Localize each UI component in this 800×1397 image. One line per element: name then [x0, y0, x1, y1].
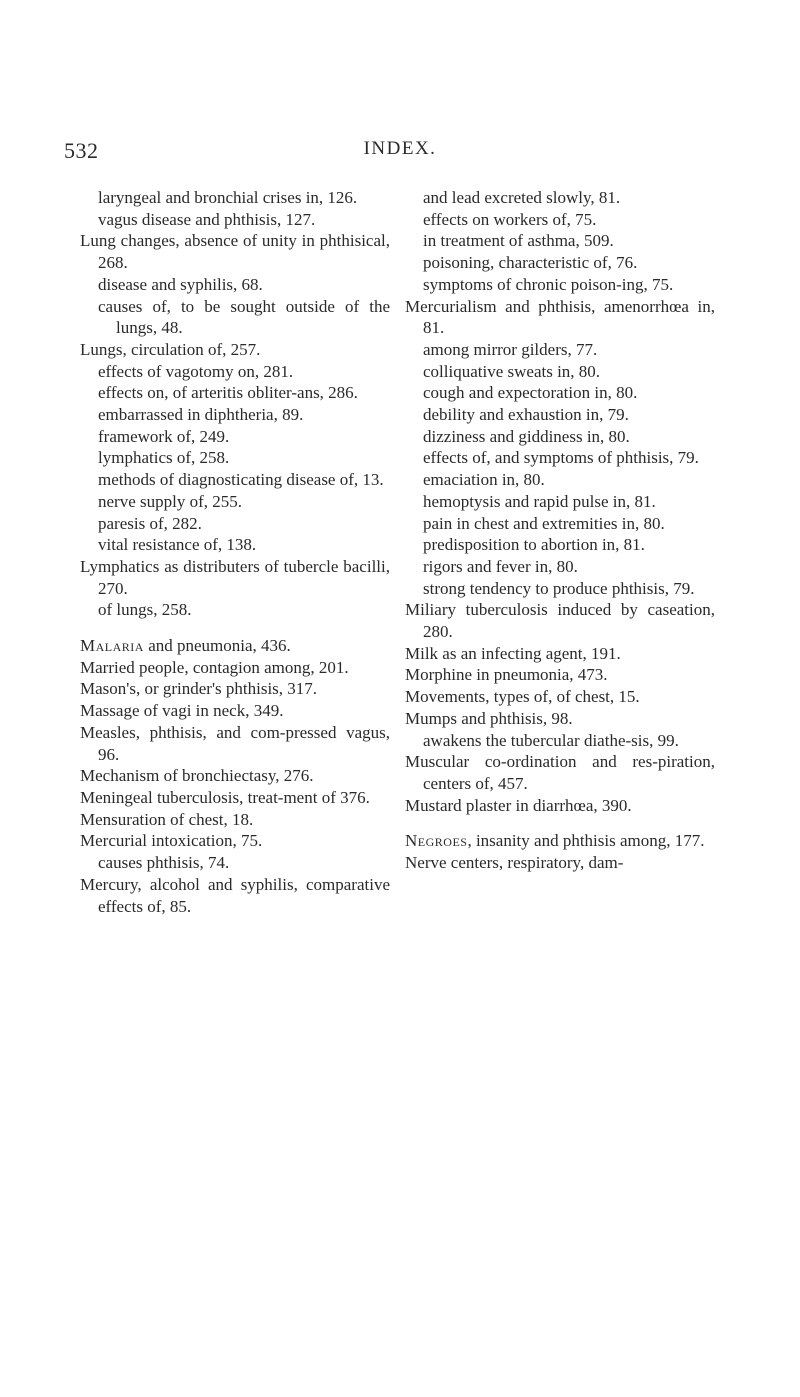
index-subentry: debility and exhaustion in, 79. — [423, 405, 629, 425]
index-subentry: colliquative sweats in, 80. — [423, 361, 601, 381]
index-entry: Lung changes, absence of unity in phthisical, 268. — [80, 231, 390, 273]
index-entry: Movements, types of, of chest, 15. — [405, 687, 640, 707]
index-entry: Mustard plaster in diarrhœa, 390. — [405, 795, 632, 815]
index-entry: Mechanism of bronchiectasy, 276. — [80, 766, 314, 786]
index-entry: Meningeal tuberculosis, treat-ment of 376. — [80, 787, 370, 807]
index-entry: Mercury, alcohol and syphilis, comparative effects of, 85. — [80, 874, 390, 916]
index-subentry: strong tendency to produce phthisis, 79. — [423, 578, 695, 598]
index-subentry: symptoms of chronic poison-ing, 75. — [423, 274, 674, 294]
index-entry: Muscular co-ordination and res-piration, centers of, 457. — [405, 752, 715, 793]
index-subentry: causes phthisis, 74. — [98, 853, 230, 873]
letter-section-lead: Malaria — [80, 636, 144, 656]
entry-text: and pneumonia, 436. — [143, 636, 291, 656]
index-subentry: vital resistance of, 138. — [98, 535, 257, 555]
index-subentry: causes of, to be sought outside of the lungs, 48. — [98, 296, 390, 338]
index-subentry: poisoning, characteristic of, 76. — [423, 253, 638, 273]
index-entry: Miliary tuberculosis induced by caseation, 280. — [405, 600, 715, 642]
index-subentry: effects on, of arteritis obliter-ans, 286. — [98, 383, 358, 403]
index-subentry: effects of vagotomy on, 281. — [98, 361, 294, 381]
index-subentry: framework of, 249. — [98, 426, 230, 446]
index-entry: Morphine in pneumonia, 473. — [405, 665, 608, 685]
index-subentry: pain in chest and extremities in, 80. — [423, 513, 665, 533]
index-subentry: emaciation in, 80. — [423, 470, 545, 490]
index-entry: Massage of vagi in neck, 349. — [80, 701, 284, 721]
index-subentry: cough and expectoration in, 80. — [423, 383, 638, 403]
index-subentry: lymphatics of, 258. — [98, 448, 230, 468]
index-subentry: nerve supply of, 255. — [98, 491, 243, 511]
index-column-left — [80, 187, 390, 917]
index-subentry: disease and syphilis, 68. — [98, 274, 263, 294]
entry-text: , insanity and phthisis among, 177. — [467, 831, 705, 851]
index-entry: Nerve centers, respiratory, dam- — [405, 853, 624, 873]
index-entry: Milk as an infecting agent, 191. — [405, 643, 621, 663]
running-head: INDEX. — [363, 138, 437, 159]
index-entry: Mercurialism and phthisis, amenorrhœa in, 81. — [405, 296, 715, 338]
index-subentry: effects on workers of, 75. — [423, 209, 597, 229]
index-subentry: embarrassed in diphtheria, 89. — [98, 405, 304, 425]
index-entry: Measles, phthisis, and com-pressed vagus, 96. — [80, 722, 390, 764]
index-subentry: among mirror gilders, 77. — [423, 339, 598, 359]
index-subentry: hemoptysis and rapid pulse in, 81. — [423, 491, 656, 511]
index-subentry: and lead excreted slowly, 81. — [423, 188, 621, 207]
index-subentry: effects of, and symptoms of phthisis, 79. — [423, 448, 699, 468]
index-subentry: of lungs, 258. — [98, 600, 192, 620]
index-subentry: predisposition to abortion in, 81. — [423, 535, 645, 555]
index-subentry: paresis of, 282. — [98, 513, 202, 533]
index-subentry: laryngeal and bronchial crises in, 126. — [98, 188, 358, 207]
index-entry: Married people, contagion among, 201. — [80, 657, 349, 677]
index-entry: Lungs, circulation of, 257. — [80, 339, 261, 359]
index-entry: Lymphatics as distributers of tubercle bacilli, 270. — [80, 556, 390, 598]
index-entry — [80, 635, 390, 657]
index-subentry: in treatment of asthma, 509. — [423, 231, 614, 251]
index-subentry: awakens the tubercular diathe-sis, 99. — [423, 730, 679, 750]
index-entry — [405, 830, 715, 852]
index-subentry: methods of diagnosticating disease of, 13. — [98, 470, 384, 490]
index-column-right — [405, 187, 715, 874]
index-entry: Mason's, or grinder's phthisis, 317. — [80, 679, 318, 699]
page-number: 532 — [64, 138, 99, 163]
index-entry: Mumps and phthisis, 98. — [405, 708, 573, 728]
index-subentry: vagus disease and phthisis, 127. — [98, 209, 316, 229]
letter-section-lead: Negroes — [405, 831, 468, 851]
index-entry: Mercurial intoxication, 75. — [80, 831, 263, 851]
index-entry: Mensuration of chest, 18. — [80, 809, 254, 829]
page-header — [64, 138, 736, 166]
index-subentry: dizziness and giddiness in, 80. — [423, 426, 630, 446]
index-subentry: rigors and fever in, 80. — [423, 556, 578, 576]
